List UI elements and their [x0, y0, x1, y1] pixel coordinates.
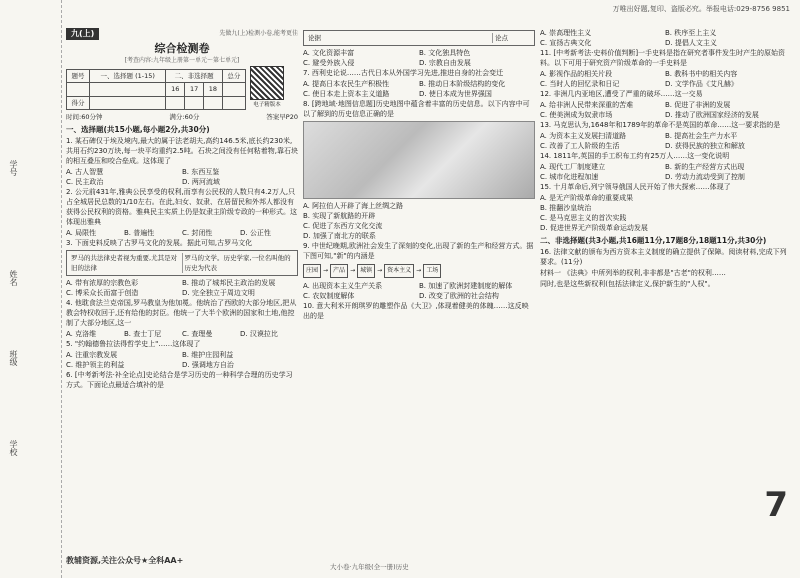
- section-heading: 二、非选择题(共3小题,共16题11分,17题8分,18题11分,共30分): [540, 236, 767, 245]
- margin-label: 学号: [9, 160, 18, 176]
- question: 2. 公元前431年,雅典公民享受的权利,而享有公民权的人数只有4.2万人,只占全城居民总数的1/10左右。在此,妇女、奴隶、在居留民和外邦人都没有获得公民权利的资格。雅典民主实质上仍是奴隶主阶级专政的一种形式。这体现出雅典: [66, 188, 297, 226]
- question: 9. 中世纪晚期,欧洲社会发生了深刻的变化,出现了新的生产和经营方式。据下图可知,"新"的内涵是: [303, 242, 534, 260]
- material-text: 材料一 《法典》中所列举的权利,非非都是"古老"的权利……: [540, 269, 726, 277]
- top-small: 先做九(上)检测小卷,能考更佳: [219, 30, 298, 37]
- question: 12. 非洲几内亚地区,遭受了严重的破坏……这一交易: [540, 90, 703, 98]
- question: 10. 意大利米开朗琪罗的雕塑作品《大卫》,体现着健美的体魄……这反映出的是: [303, 302, 529, 320]
- binding-margin: [0, 0, 62, 578]
- score-table: 题号 一、选择题 (1-15) 二、非选择题 总分 16 17 18 得分: [66, 69, 246, 110]
- argument-box: 论据 论点: [303, 30, 535, 46]
- question: 8. [跨地域·地图信息题]历史地图中蕴含着丰富的历史信息。以下内容中可以了解到的历史信息正确的是: [303, 100, 530, 118]
- section-heading: 一、选择题(共15小题,每小题2分,共30分): [66, 125, 210, 134]
- column-3: A. 崇高理性主义 B. 秩序至上主义 C. 宣扬古典文化 D. 提倡人文主义 11. [中考新考法·史料价值判断]一手史料是指在研究者事件发生时产生的原始资料。以下可用于研究资产阶级革命的一手史料是 A. 影视作品的相关片段 B. 教科书中的相关内容 C. 当时人的回忆录和日记 D. 文学作品《艾凡赫》 12. 非洲几内亚地区,遭受了严重的破坏……这一交易 A. 给非洲人民带来深重的苦难 B. 促进了非洲的发展 C. 使美洲成为奴隶市场 D. 推动了欧洲国家经济的发展 13. 马克思认为,1648年和1789年的革命不是英国的革命……这一要求指的是 A. 为资本主义发展扫清道路 B. 提高社会生产力水平 C. 改善了工人阶级的生活 D. 获得民族的独立和解放 14. 1811年,英国的手工织布工约有25万人……这一变化说明 A. 现代工厂制度建立 B. 新的生产经营方式出现 C. 城市化进程加速 D. 劳动力流动受到了控制 15. 十月革命后,列宁领导俄国人民开始了伟大探索……体现了 A. 是无产阶级革命的重要成果 B. 推翻沙皇统治 C. 是马克思主义的首次实践 D. 促进世界无产阶级革命运动发展 二、非选择题(共3小题,共16题11分,17题8分,18题11分,共30分) 16. 法律文献的颁布为西方资本主义制度的确立提供了保障。阅读材料,完成下列要求。(11分) 材料一 《法典》中所列举的权利,非非都是"古老"的权利…… 同时,也是这些新权利(包括法律定义,保护新生的"人权"。: [540, 28, 790, 553]
- column-2: 论据 论点 A. 文化资源丰富 B. 文化独具特色 C. 避受外族入侵 D. 宗教自由发展 7. 西利史论说……古代日本从外国学习先进,推进自身的社会变迁 A. 提高日本农民生产积极性 B. 推动日本阶级结构的变化 C. 使日本走上资本主义道路 D. 使日本成为世界强国 8. [跨地域·地图信息题]历史地图中蕴含着丰富的历史信息。以下内容中可以了解到的历史信息正确的是 A. 阿拉伯人开辟了海上丝绸之路 B. 实现了新航路的开辟 C. 促进了东西方文化交流 D. 加强了南北方的联系 9. 中世纪晚期,欧洲社会发生了深刻的变化,出现了新的生产和经营方式。据下图可知,"新"的内涵是 庄园 → 产品 → 城镇 → 资本主义 → 工场 A. 出现资本主义生产关系 B. 加速了欧洲封建制度的解体 C. 农奴制度解体 D. 改变了欧洲的社会结构 10. 意大利米开朗琪罗的雕塑作品《大卫》,体现着健美的体魄……这反映出的是: [303, 28, 535, 553]
- material-box: 罗马的共法律史者视为重要,尤其是对旧的法律 罗马的文学。历史学家,一位名叫他的历史为代表: [66, 250, 298, 276]
- question: 6. [中考新考法·补全论点]史论结合是学习历史的一种科学合理的历史学习方式。下面论点最适合填补的是: [66, 371, 293, 389]
- question: 4. 他耽食法兰克帝国,罗马教皇为他加冕。他统治了西欧的大部分地区,把从教会特权收回于,还有给他的封臣。他统一了大半个欧洲的国家和土地,他控制了大部分地区,这一: [66, 299, 297, 327]
- question: 7. 西利史论说……古代日本从外国学习先进,推进自身的社会变迁: [303, 69, 504, 77]
- page-title: 综合检测卷: [154, 42, 210, 55]
- question: 14. 1811年,英国的手工织布工约有25万人……这一变化说明: [540, 152, 730, 160]
- historical-map: [303, 121, 535, 199]
- margin-label: 班级: [9, 350, 18, 366]
- question: 5. "约翰德鲁拉法得哲学史上"……这体现了: [66, 340, 201, 348]
- question: 1. 某石碑仅于埃及境内,最大的属于法老胡夫,高约146.5米,底长约230米,共用石约230万块,每一块平均重约2.5吨。石块之间没有任何粘着物,靠石块的相互叠压和咬合垒成。这体现了: [66, 137, 298, 165]
- question: 15. 十月革命后,列宁领导俄国人民开始了伟大探索……体现了: [540, 183, 731, 191]
- material-text: 同时,也是这些新权利(包括法律定义,保护新生的"人权"。: [540, 280, 715, 288]
- question: 3. 下面史料反映了古罗马文化的发展。据此可知,古罗马文化: [66, 239, 253, 247]
- subtitle: [考查内容:九年级上册第一单元～第七单元]: [124, 57, 240, 64]
- question: 16. 法律文献的颁布为西方资本主义制度的确立提供了保障。阅读材料,完成下列要求。(11分): [540, 248, 787, 266]
- question: 11. [中考新考法·史料价值判断]一手史料是指在研究者事件发生时产生的原始资料。以下可用于研究资产阶级革命的一手史料是: [540, 49, 786, 67]
- margin-label: 学校: [9, 440, 18, 456]
- margin-label: 姓名: [9, 270, 18, 286]
- flow-diagram: 庄园 → 产品 → 城镇 → 资本主义 → 工场: [303, 264, 535, 278]
- page-number-mark: 7: [764, 485, 788, 525]
- bottom-promo: 教辅资源,关注公众号★全科AA+: [66, 556, 184, 565]
- question: 13. 马克思认为,1648年和1789年的革命不是英国的革命……这一要求指的是: [540, 121, 781, 129]
- grade-tag: 九(上): [66, 28, 99, 40]
- footer: 大小卷·九年级(全一册)历史: [330, 563, 409, 571]
- qr-code[interactable]: [250, 66, 284, 100]
- top-right-notice: 万唯出好题,复印、盗版必究。举报电话:029-8756 9851: [612, 5, 790, 13]
- column-1: 九(上) 先做九(上)检测小卷,能考更佳 综合检测卷 [考查内容:九年级上册第一单元～第七单元] 题号 一、选择题 (1-15) 二、非选择题 总分 16 17 18 得分 电子精版本 时间:60分钟 满分:60分 答案早P20 一、选择题(共15小题,每小题2分,共30分) 1. 某石碑仅于埃及境内,最大的属于法老胡夫,高约146.5米,底长约230米,共用石约230万块,每一块平均重约2.5吨。石块之间没有任何粘着物,靠石块的相互叠压和咬合垒成。这体现了 A. 古人智慧 B. 东西互鉴 C. 民主政治 D. 两河流域 2. 公元前431年,雅典公民享受的权利,而享有公民权的人数只有4.2万人,只占全城居民总数的1/10左右。在此,妇女、奴隶、在居留民和外邦人都没有获得公民权利的资格。雅典民主实质上仍是奴隶主阶级专政的一种形式。这体现出雅典 A. 局限性 B. 普遍性 C. 封闭性 D. 公正性 3. 下面史料反映了古罗马文化的发展。据此可知,古罗马文化 罗马的共法律史者视为重要,尤其是对旧的法律 罗马的文学。历史学家,一位名叫他的历史为代表 A. 带有浓厚的宗教色彩 B. 推动了城邦民主政治的发展 C. 博采众长而富于创造 D. 完全独立于周边文明 4. 他耽食法兰克帝国,罗马教皇为他加冕。他统治了西欧的大部分地区,把从教会特权收回于,还有给他的封臣。他统一了大半个欧洲的国家和土地,他控制了大部分地区,这一 A. 克洛维 B. 查士丁尼 C. 查理曼 D. 汉谟拉比 5. "约翰德鲁拉法得哲学史上"……这体现了 A. 注重宗教发展 B. 维护庄园利益 C. 维护领主的利益 D. 强调地方自治 6. [中考新考法·补全论点]史论结合是学习历史的一种科学合理的历史学习方式。下面论点最适合填补的是: [66, 29, 298, 389]
